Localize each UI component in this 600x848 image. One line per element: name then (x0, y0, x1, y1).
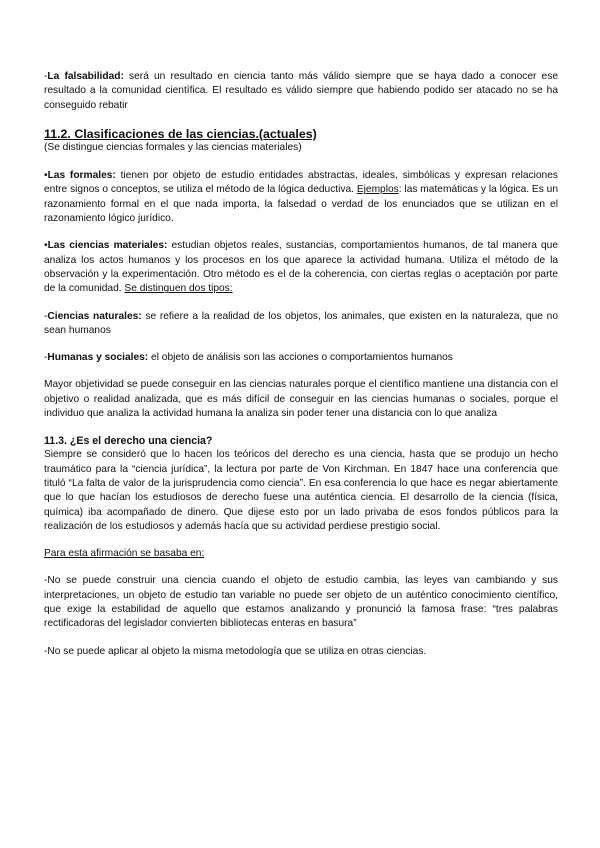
document-page (44, 70, 558, 659)
text-falsabilidad: será un resultado en ciencia tanto más válido siempre que se haya dado a conocer ese resultado a la comunidad científica. El resultado es válido siempre que habiendo podido ser atacado no se ha conseguido rebatir (44, 71, 558, 111)
section-title-11-2: 11.2. Clasificaciones de las ciencias.(actuales) (44, 126, 317, 141)
text-formales-b: : las matemáticas y la lógica. Es un razonamiento formal en el que nada importa, la falsedad o verdad de los enunciados que se utilizan en el razonamiento lógico jurídico. (44, 184, 558, 225)
paragraph-formales: •Las formales: tienen por objeto de estudio entidades abstractas, ideales, simbólicas y expresan relaciones entre signos o conceptos, se utiliza el método de la lógica deductiva. Ejemplos: las matemáticas y la lógica. Es un razonamiento formal en el que nada importa, la falsedad o verdad de los enunciados que se utilizan en el razonamiento lógico jurídico. (44, 170, 558, 225)
term-formales: Las formales: (47, 170, 116, 182)
paragraph-falsabilidad: -La falsabilidad: será un resultado en ciencia tanto más válido siempre que se haya dado a conocer ese resultado a la comunidad científica. El resultado es válido siempre que habiendo podido ser atacado no se ha conseguido rebatir (44, 71, 558, 111)
materiales-underlined: Se distinguen dos tipos: (124, 283, 233, 295)
text-humanas: el objeto de análisis son las acciones o comportamientos humanos (148, 352, 453, 364)
paragraph-objetividad: Mayor objetividad se puede conseguir en las ciencias naturales porque el científico mantiene una distancia con el objetivo o realidad analizada, que es más difícil de conseguir en las ciencias humanas o sociales, porque el individuo que analiza la actividad humana la analiza sin poder tener una distancia con lo que analiza (44, 379, 558, 420)
paragraph-afirmacion: Para esta afirmación se basaba en: (44, 548, 205, 560)
term-falsabilidad: La falsabilidad: (47, 71, 124, 82)
paragraph-no-construir: -No se puede construir una ciencia cuando el objeto de estudio cambia, las leyes van cambiando y sus interpretaciones, un objeto de estudio tan variable no puede ser objeto de un auténtico conocimiento científico, que exige la estabilidad de aquello que estamos analizando y pronunció la famosa frase: “tres palabras rectificadoras del legislador convierten bibliotecas enteras en basura” (44, 575, 558, 630)
text-materiales: estudian objetos reales, sustancias, comportamientos humanos, de tal manera que analiza los actos humanos y los procesos en los que aparece la actividad humana. Utiliza el método de la observación y la experimentación. Otro método es el de la coherencia, con ciertas reglas o aceptación por parte de la comunidad. (44, 240, 558, 295)
section-subtitle-11-2: (Se distingue ciencias formales y las ciencias materiales) (44, 141, 302, 153)
text-formales-a: tienen por objeto de estudio entidades abstractas, ideales, simbólicas y expresan relaciones entre signos o conceptos, se utiliza el método de la lógica deductiva. (44, 170, 558, 196)
paragraph-11-3: Siempre se consideró que lo hacen los teóricos del derecho es una ciencia, hasta que se produjo un hecho traumático para la “ciencia jurídica”, la lectura por parte de Von Kirchman. En 1847 hace una conferencia que tituló “La falta de valor de la jurisprudencia como ciencia”. En esa conferencia lo que hace es negar abiertamente que lo que hacían los estudiosos de derecho fuese una auténtica ciencia. El desarrollo de la ciencia (física, química) iba acompañado de dinero. Que dijese esto por un lado privaba de esos fondos públicos para la realización de los estudiosos y además hacía que su actividad perdiese prestigio social. (44, 449, 558, 532)
term-materiales: Las ciencias materiales: (47, 240, 168, 252)
paragraph-naturales: -Ciencias naturales: se refiere a la realidad de los objetos, los animales, que existen en la naturaleza, que no sean humanos (44, 310, 558, 336)
paragraph-no-aplicar: -No se puede aplicar al objeto la misma metodología que se utiliza en otras ciencias. (44, 645, 427, 657)
term-naturales: Ciencias naturales: (47, 310, 142, 322)
paragraph-materiales: •Las ciencias materiales: estudian objetos reales, sustancias, comportamientos humanos, de tal manera que analiza los actos humanos y los procesos en los que aparece la actividad humana. Utiliza el método de la observación y la experimentación. Otro método es el de la coherencia, con ciertas reglas o aceptación por parte de la comunidad. Se distinguen dos tipos: (44, 240, 558, 295)
term-humanas: Humanas y sociales: (47, 352, 149, 364)
text-naturales: se refiere a la realidad de los objetos, los animales, que existen en la naturaleza, que no sean humanos (44, 310, 558, 336)
examples-label: Ejemplos (356, 184, 399, 196)
section-title-11-3: 11.3. ¿Es el derecho una ciencia? (44, 435, 213, 448)
paragraph-humanas: -Humanas y sociales: el objeto de análisis son las acciones o comportamientos humanos (44, 352, 453, 364)
